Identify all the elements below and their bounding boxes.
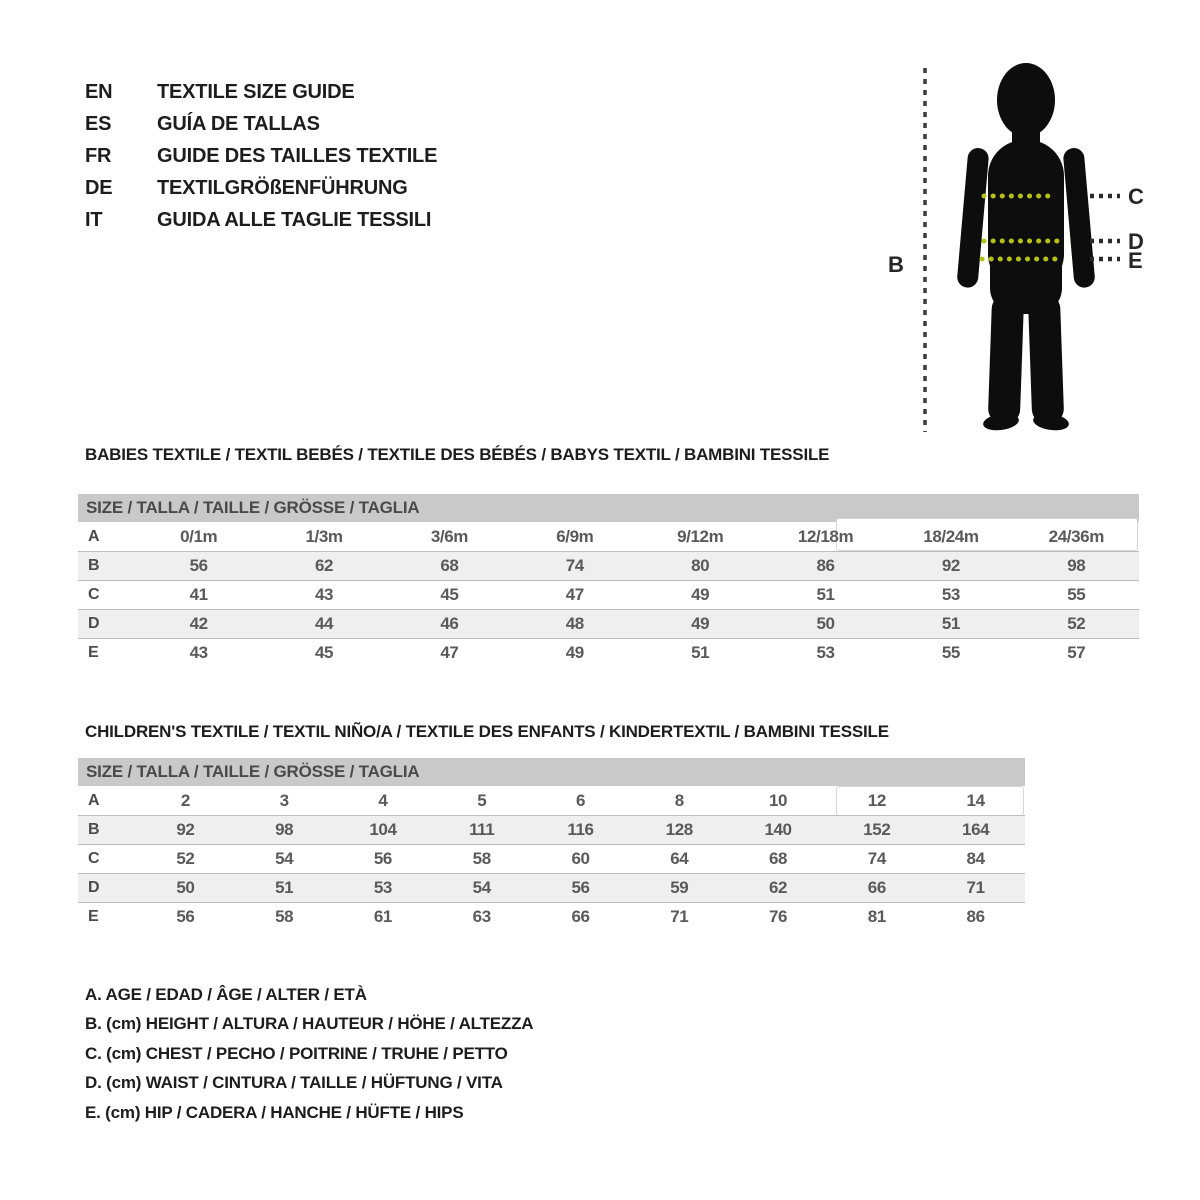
row-label: A <box>88 791 100 809</box>
legend-item-hip: E. (cm) HIP / CADERA / HANCHE / HÜFTE / HIPS <box>85 1102 464 1122</box>
table-cell: 54 <box>275 849 294 868</box>
table-cell: 71 <box>670 907 689 926</box>
table-cell: 80 <box>691 556 710 575</box>
table-cell: 61 <box>373 907 392 926</box>
table-cell: 49 <box>691 585 710 604</box>
row-label: E <box>88 908 99 925</box>
table-cell: 52 <box>1067 614 1086 633</box>
table-cell: 54 <box>472 878 491 897</box>
table-cell: 56 <box>373 849 392 868</box>
table-cell: 18/24m <box>923 526 979 546</box>
table-cell: 50 <box>816 614 835 633</box>
table-cell: 51 <box>816 585 835 604</box>
language-row-it <box>85 204 437 236</box>
table-cell: 55 <box>941 643 960 662</box>
table-cell: 66 <box>867 878 886 897</box>
table-cell: 10 <box>768 790 788 810</box>
table-cell: 68 <box>768 849 788 868</box>
table-cell: 66 <box>571 907 590 926</box>
size-header-label: SIZE / TALLA / TAILLE / GRÖSSE / TAGLIA <box>86 762 420 781</box>
table-cell: 98 <box>1067 556 1086 575</box>
table-cell: 164 <box>962 820 990 839</box>
language-title: GUIDE DES TAILLES TEXTILE <box>157 144 438 167</box>
table-row-b <box>78 551 1139 580</box>
table-cell: 45 <box>315 643 334 662</box>
table-row-b <box>78 815 1025 844</box>
language-row-de <box>85 172 437 204</box>
table-cell: 116 <box>567 820 594 839</box>
table-cell: 53 <box>816 643 835 662</box>
table-cell: 51 <box>275 878 294 897</box>
row-label: D <box>88 879 100 896</box>
legend-item-age: A. AGE / EDAD / ÂGE / ALTER / ETÀ <box>85 984 367 1004</box>
table-cell: 62 <box>315 556 334 575</box>
left-arm-shape <box>956 147 989 288</box>
table-cell: 92 <box>941 556 960 575</box>
table-cell: 128 <box>665 820 693 839</box>
table-cell: 81 <box>867 907 886 926</box>
legend-item-chest: C. (cm) CHEST / PECHO / POITRINE / TRUHE / PETTO <box>85 1043 508 1063</box>
row-label: E <box>88 644 99 661</box>
row-label: D <box>88 615 100 632</box>
table-cell: 84 <box>966 849 985 868</box>
table-row-a <box>78 522 1139 551</box>
table-cell: 12/18m <box>797 526 854 546</box>
child-silhouette <box>956 63 1095 432</box>
table-cell: 49 <box>565 643 584 662</box>
table-cell: 76 <box>768 907 788 926</box>
child-silhouette-figure <box>880 50 1160 445</box>
table-cell: 63 <box>472 907 491 926</box>
table-cell: 57 <box>1067 643 1086 662</box>
table-row-d <box>78 609 1139 638</box>
table-row-e <box>78 638 1139 667</box>
table-cell: 8 <box>674 790 684 810</box>
table-cell: 12 <box>867 790 886 810</box>
table-row-c <box>78 580 1139 609</box>
language-code: FR <box>85 144 112 167</box>
table-cell: 140 <box>764 820 792 839</box>
table-cell: 50 <box>176 878 195 897</box>
table-cell: 2 <box>180 790 190 810</box>
table-cell: 6 <box>575 790 586 810</box>
height-label: B <box>888 252 904 277</box>
table-cell: 47 <box>565 585 584 604</box>
language-title: TEXTILGRÖßENFÜHRUNG <box>157 176 408 199</box>
row-label: B <box>88 821 100 838</box>
table-cell: 46 <box>440 614 459 633</box>
table-cell: 59 <box>670 878 689 897</box>
table-cell: 49 <box>691 614 710 633</box>
table-cell: 47 <box>440 643 459 662</box>
children-size-table <box>78 758 1025 931</box>
babies-section-title: BABIES TEXTILE / TEXTIL BEBÉS / TEXTILE DES BÉBÉS / BABYS TEXTIL / BAMBINI TESSILE <box>85 445 830 464</box>
table-cell: 104 <box>369 820 397 839</box>
language-code: DE <box>85 176 113 199</box>
language-title: GUÍA DE TALLAS <box>157 112 320 135</box>
table-cell: 86 <box>966 907 985 926</box>
measurement-legend <box>85 980 533 1128</box>
waist-label: D <box>1128 229 1144 254</box>
table-cell: 9/12m <box>677 526 724 546</box>
table-cell: 3 <box>279 790 289 810</box>
table-row-a <box>78 786 1025 815</box>
row-label: B <box>88 557 100 574</box>
table-cell: 71 <box>966 878 985 897</box>
table-cell: 24/36m <box>1048 526 1104 546</box>
table-cell: 53 <box>373 878 392 897</box>
table-cell: 56 <box>176 907 195 926</box>
table-cell: 48 <box>565 614 584 633</box>
row-label: A <box>88 527 100 545</box>
table-row-e <box>78 902 1025 931</box>
table-cell: 62 <box>768 878 788 897</box>
legend-item-waist: D. (cm) WAIST / CINTURA / TAILLE / HÜFTUNG / VITA <box>85 1073 503 1093</box>
babies-size-table <box>78 494 1139 667</box>
table-cell: 51 <box>941 614 960 633</box>
table-cell: 4 <box>378 790 388 810</box>
table-cell: 74 <box>565 556 584 575</box>
table-cell: 152 <box>863 820 891 839</box>
table-row-d <box>78 873 1025 902</box>
table-cell: 86 <box>816 556 835 575</box>
table-cell: 74 <box>867 849 886 868</box>
table-cell: 1/3m <box>305 526 343 546</box>
language-title: GUIDA ALLE TAGLIE TESSILI <box>157 208 432 231</box>
table-cell: 51 <box>691 643 710 662</box>
left-leg-shape <box>988 293 1025 424</box>
head-shape <box>997 63 1055 137</box>
size-header-label: SIZE / TALLA / TAILLE / GRÖSSE / TAGLIA <box>86 498 420 517</box>
table-cell: 58 <box>275 907 294 926</box>
table-cell: 52 <box>176 849 195 868</box>
table-cell: 43 <box>315 585 334 604</box>
language-row-en <box>85 76 437 108</box>
table-cell: 53 <box>941 585 960 604</box>
language-title: TEXTILE SIZE GUIDE <box>157 80 355 103</box>
legend-item-height: B. (cm) HEIGHT / ALTURA / HAUTEUR / HÖHE / ALTEZZA <box>85 1014 534 1034</box>
table-cell: 41 <box>189 585 208 604</box>
row-label: C <box>88 586 100 603</box>
language-code: IT <box>85 208 103 231</box>
table-cell: 60 <box>571 849 590 868</box>
right-leg-shape <box>1028 293 1065 424</box>
table-cell: 43 <box>189 643 208 662</box>
table-cell: 68 <box>440 556 459 575</box>
table-cell: 45 <box>440 585 459 604</box>
hip-label: E <box>1128 248 1143 273</box>
language-row-es <box>85 108 437 140</box>
table-cell: 56 <box>189 556 208 575</box>
table-cell: 58 <box>472 849 491 868</box>
table-cell: 3/6m <box>430 526 469 546</box>
table-cell: 0/1m <box>180 526 218 546</box>
children-table-header-bar <box>78 758 1025 786</box>
right-arm-shape <box>1063 147 1096 288</box>
table-cell: 5 <box>477 790 487 810</box>
table-cell: 56 <box>571 878 590 897</box>
children-section-title: CHILDREN'S TEXTILE / TEXTIL NIÑO/A / TEXTILE DES ENFANTS / KINDERTEXTIL / BAMBINI TESSILE <box>85 722 889 741</box>
row-label: C <box>88 850 100 867</box>
table-cell: 55 <box>1067 585 1086 604</box>
table-cell: 111 <box>469 820 495 839</box>
language-code: EN <box>85 80 113 103</box>
table-cell: 64 <box>670 849 689 868</box>
chest-label: C <box>1128 184 1144 209</box>
language-code: ES <box>85 112 112 135</box>
table-cell: 14 <box>966 790 985 810</box>
table-cell: 98 <box>275 820 294 839</box>
table-cell: 92 <box>176 820 195 839</box>
language-guide <box>85 76 437 236</box>
table-cell: 6/9m <box>556 526 594 546</box>
table-cell: 44 <box>315 614 334 633</box>
table-row-c <box>78 844 1025 873</box>
table-cell: 42 <box>189 614 208 633</box>
language-row-fr <box>85 140 437 172</box>
